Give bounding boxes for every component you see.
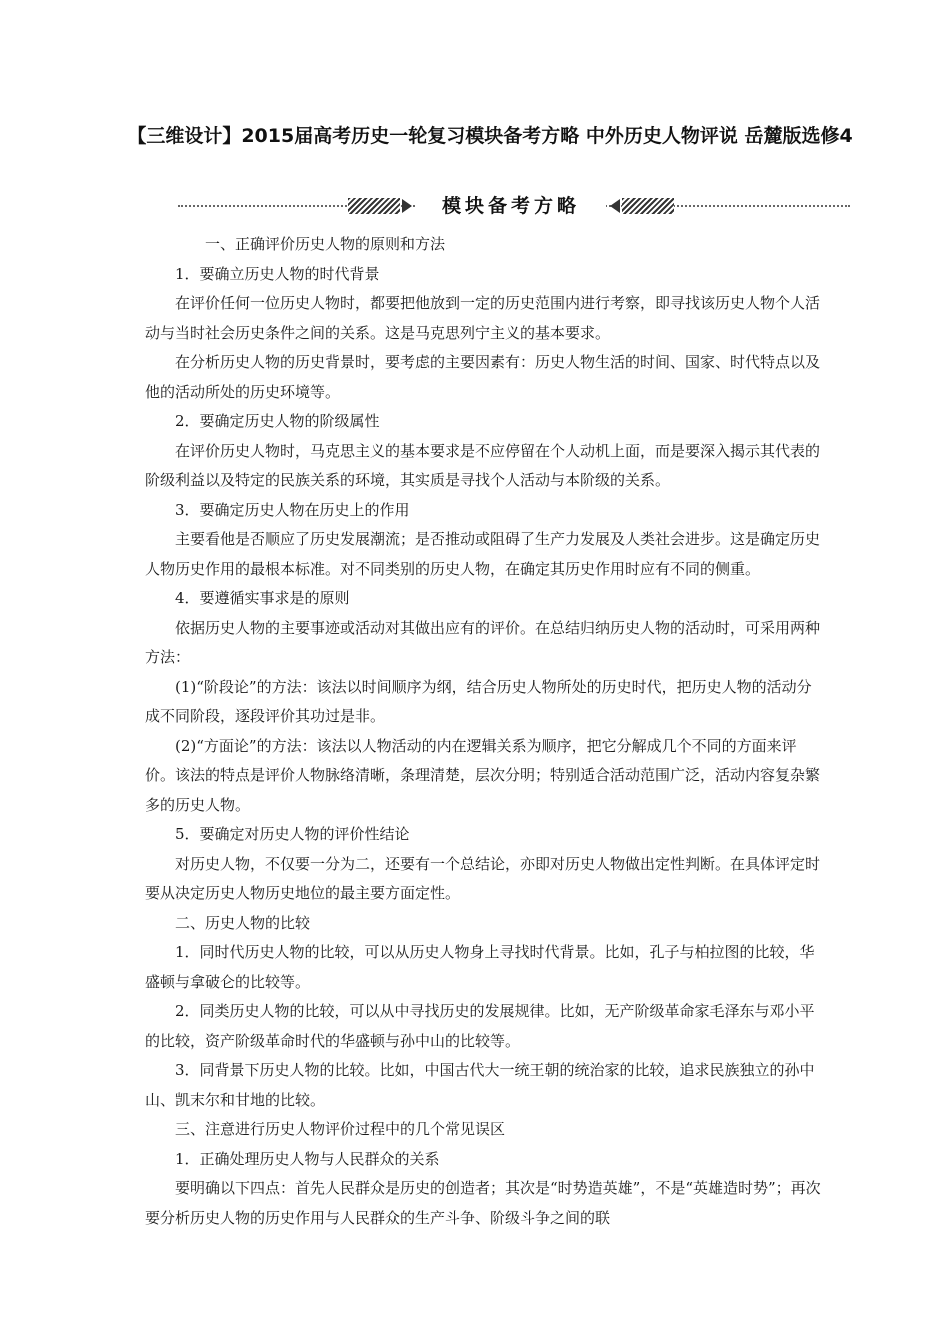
section-banner-label: 模块备考方略 xyxy=(416,193,606,219)
body-paragraph: 三、注意进行历史人物评价过程中的几个常见误区 xyxy=(175,1120,506,1138)
body-paragraph: 2．同类历史人物的比较，可以从中寻找历史的发展规律。比如，无产阶级革命家毛泽东与邓小平的比较，资产阶级革命时代的华盛顿与孙中山的比较等。 xyxy=(145,1002,815,1050)
body-paragraph: 依据历史人物的主要事迹或活动对其做出应有的评价。在总结归纳历史人物的活动时，可采用两种方法： xyxy=(145,618,821,666)
body-paragraph: 对历史人物，不仅要一分为二，还要有一个总结论，亦即对历史人物做出定性判断。在具体评定时要从决定历史人物历史地位的最主要方面定性。 xyxy=(145,854,821,902)
body-paragraph: (2)“方面论”的方法：该法以人物活动的内在逻辑关系为顺序，把它分解成几个不同的方面来评价。该法的特点是评价人物脉络清晰，条理清楚，层次分明；特别适合活动范围广泛，活动内容复杂繁多的历史人物。 xyxy=(145,736,821,814)
body-paragraph: 5．要确定对历史人物的评价性结论 xyxy=(175,825,410,843)
body-paragraph: 3．要确定历史人物在历史上的作用 xyxy=(175,500,410,519)
body-paragraph: 4．要遵循实事求是的原则 xyxy=(175,589,350,607)
body-paragraph: 3．同背景下历史人物的比较。比如，中国古代大一统王朝的统治家的比较，追求民族独立的孙中山、凯末尔和甘地的比较。 xyxy=(145,1061,815,1109)
body-paragraph: 主要看他是否顺应了历史发展潮流；是否推动或阻碍了生产力发展及人类社会进步。这是确定历史人物历史作用的最根本标准。对不同类别的历史人物，在确定其历史作用时应有不同的侧重。 xyxy=(145,530,821,578)
left-stripes-decoration xyxy=(348,198,400,214)
body-paragraph: 1．同时代历史人物的比较，可以从历史人物身上寻找时代背景。比如，孔子与柏拉图的比较，华盛顿与拿破仑的比较等。 xyxy=(145,943,815,991)
body-paragraph: 2．要确定历史人物的阶级属性 xyxy=(175,412,380,430)
body-paragraph: 1．要确立历史人物的时代背景 xyxy=(175,264,380,283)
right-arrow-icon xyxy=(610,199,620,213)
right-stripes-decoration xyxy=(622,198,674,214)
body-paragraph: 在评价任何一位历史人物时，都要把他放到一定的历史范围内进行考察，即寻找该历史人物个人活动与当时社会历史条件之间的关系。这是马克思列宁主义的基本要求。 xyxy=(145,294,821,342)
document-body xyxy=(145,230,821,1233)
body-paragraph: 1．正确处理历史人物与人民群众的关系 xyxy=(175,1149,440,1168)
left-arrow-icon xyxy=(402,199,412,213)
body-paragraph: 二、历史人物的比较 xyxy=(175,913,311,932)
body-paragraph: (1)“阶段论”的方法：该法以时间顺序为纲，结合历史人物所处的历史时代，把历史人物的活动分成不同阶段，逐段评价其功过是非。 xyxy=(145,677,812,725)
body-paragraph: 在评价历史人物时，马克思主义的基本要求是不应停留在个人动机上面，而是要深入揭示其代表的阶级利益以及特定的民族关系的环境，其实质是寻找个人活动与本阶级的关系。 xyxy=(145,441,821,489)
body-paragraph: 要明确以下四点：首先人民群众是历史的创造者；其次是“时势造英雄”，不是“英雄造时势”；再次要分析历史人物的历史作用与人民群众的生产斗争、阶级斗争之间的联 xyxy=(145,1179,821,1227)
document-title: 【三维设计】2015届高考历史一轮复习模块备考方略 中外历史人物评说 岳麓版选修4 xyxy=(127,125,853,147)
section-heading: 一、正确评价历史人物的原则和方法 xyxy=(205,235,446,253)
section-banner xyxy=(178,193,850,219)
body-paragraph: 在分析历史人物的历史背景时，要考虑的主要因素有：历史人物生活的时间、国家、时代特点以及他的活动所处的历史环境等。 xyxy=(145,353,821,401)
